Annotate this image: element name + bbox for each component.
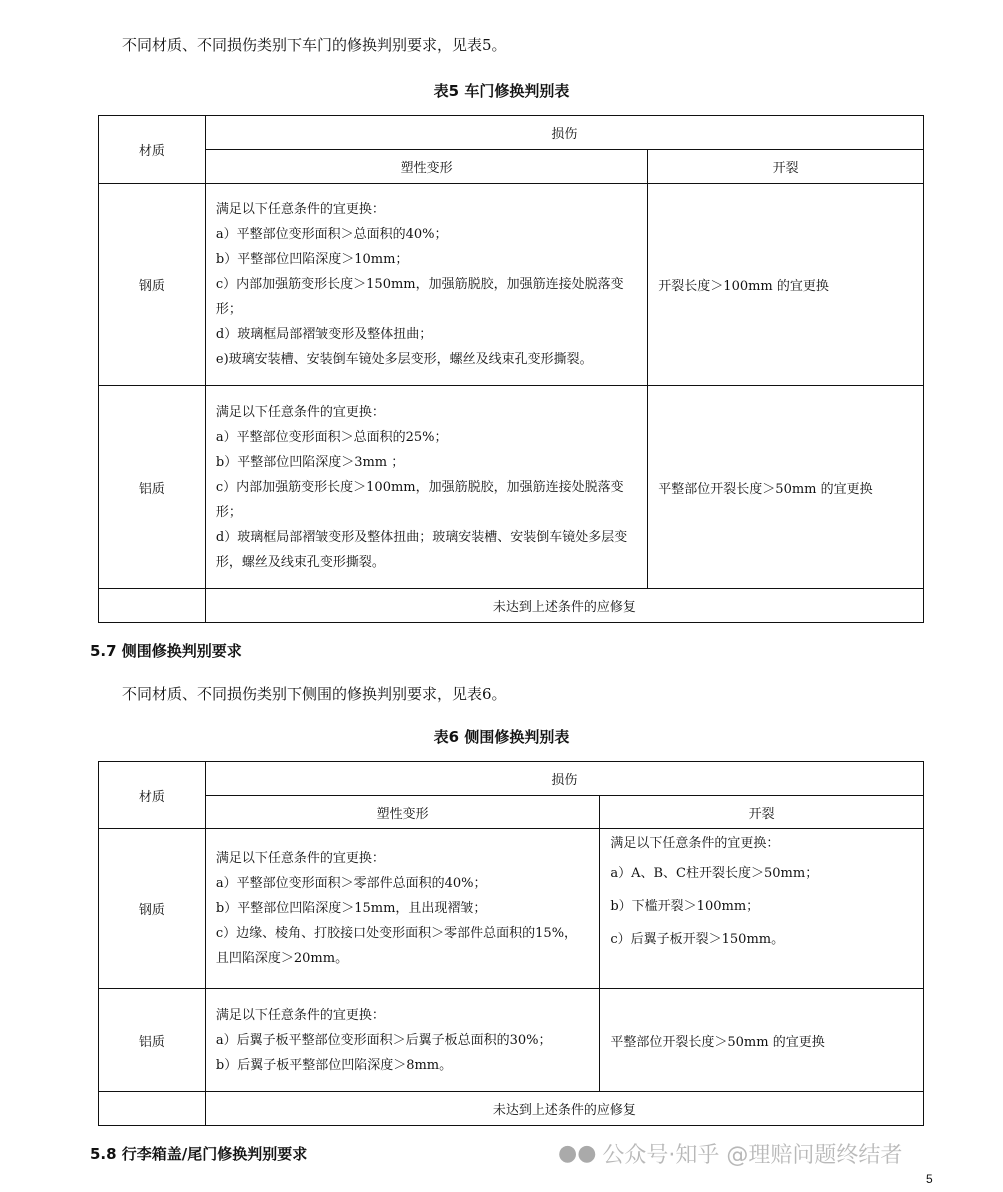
section-5-7-heading: 5.7 侧围修换判别要求 [90, 642, 242, 660]
plastic-cell [205, 829, 599, 989]
crack-cell [600, 829, 924, 989]
intro-table5: 不同材质、不同损伤类别下车门的修换判别要求，见表5。 [122, 36, 507, 54]
watermark [558, 1138, 902, 1169]
intro-table6: 不同材质、不同损伤类别下侧围的修换判别要求，见表6。 [122, 685, 507, 703]
condition-line: b）下槛开裂＞100mm； [610, 899, 760, 914]
condition-line: 满足以下任意条件的宜更换： [215, 404, 385, 420]
header-plastic: 塑性变形 [205, 150, 647, 184]
table-footer: 未达到上述条件的应修复 [205, 1092, 923, 1126]
header-plastic: 塑性变形 [205, 796, 599, 829]
material-cell: 钢质 [99, 184, 206, 386]
condition-line: b）后翼子板平整部位凹陷深度＞8mm。 [215, 1057, 453, 1073]
table6-caption: 表6 侧围修换判别表 [433, 728, 570, 746]
condition-line: 满足以下任意条件的宜更换： [215, 851, 385, 866]
watermark-text: 公众号·知乎 @理赔问题终结者 [602, 1143, 903, 1168]
plastic-cell [205, 989, 599, 1092]
table-row [99, 989, 924, 1092]
section-5-8-heading: 5.8 行李箱盖/尾门修换判别要求 [90, 1145, 308, 1163]
header-crack: 开裂 [648, 150, 924, 184]
condition-line: d）玻璃框局部褶皱变形及整体扭曲； [215, 327, 433, 342]
table5 [98, 115, 924, 623]
condition-line: d）玻璃框局部褶皱变形及整体扭曲；玻璃安装槽、安装倒车镜处多层变形，螺丝及线束孔变形撕裂。 [215, 529, 628, 570]
crack-cell: 平整部位开裂长度＞50mm 的宜更换 [648, 386, 924, 589]
header-damage: 损伤 [205, 762, 923, 796]
condition-line: 满足以下任意条件的宜更换： [610, 836, 780, 851]
wechat-icon: ●● [558, 1141, 597, 1166]
header-material: 材质 [99, 116, 206, 184]
condition-line: a）后翼子板平整部位变形面积＞后翼子板总面积的30%； [215, 1032, 552, 1048]
condition-line: c）边缘、棱角、打胶接口处变形面积＞零部件总面积的15%，且凹陷深度＞20mm。 [215, 926, 578, 966]
plastic-cell [205, 386, 647, 589]
table6 [98, 761, 924, 1126]
condition-line: b）平整部位凹陷深度＞10mm； [215, 252, 409, 267]
material-cell: 铝质 [99, 989, 206, 1092]
material-cell: 钢质 [99, 829, 206, 989]
condition-line: b）平整部位凹陷深度＞15mm，且出现褶皱； [215, 901, 487, 916]
condition-line: a）平整部位变形面积＞总面积的25%； [215, 429, 448, 445]
table-row [99, 184, 924, 386]
condition-line: e)玻璃安装槽、安装倒车镜处多层变形，螺丝及线束孔变形撕裂。 [215, 352, 593, 367]
condition-line: 满足以下任意条件的宜更换： [215, 202, 385, 217]
header-crack: 开裂 [600, 796, 924, 829]
condition-line: a）A、B、C柱开裂长度＞50mm； [610, 866, 819, 881]
condition-line: b）平整部位凹陷深度＞3mm ； [215, 454, 405, 470]
condition-line: c）后翼子板开裂＞150mm。 [610, 932, 785, 947]
condition-line: 满足以下任意条件的宜更换： [215, 1007, 385, 1023]
crack-cell: 平整部位开裂长度＞50mm 的宜更换 [600, 989, 924, 1092]
condition-line: c）内部加强筋变形长度＞150mm，加强筋脱胶，加强筋连接处脱落变形； [215, 277, 624, 317]
header-material: 材质 [99, 762, 206, 829]
condition-line: a）平整部位变形面积＞总面积的40%； [215, 227, 448, 242]
table5-caption: 表5 车门修换判别表 [433, 82, 570, 100]
page-number: 5 [926, 1172, 933, 1186]
header-damage: 损伤 [205, 116, 923, 150]
condition-line: c）内部加强筋变形长度＞100mm，加强筋脱胶，加强筋连接处脱落变形； [215, 479, 624, 520]
crack-cell: 开裂长度＞100mm 的宜更换 [648, 184, 924, 386]
condition-line: a）平整部位变形面积＞零部件总面积的40%； [215, 876, 487, 891]
table-row [99, 386, 924, 589]
table-row [99, 829, 924, 989]
plastic-cell [205, 184, 647, 386]
material-cell: 铝质 [99, 386, 206, 589]
table-footer: 未达到上述条件的应修复 [205, 589, 923, 623]
